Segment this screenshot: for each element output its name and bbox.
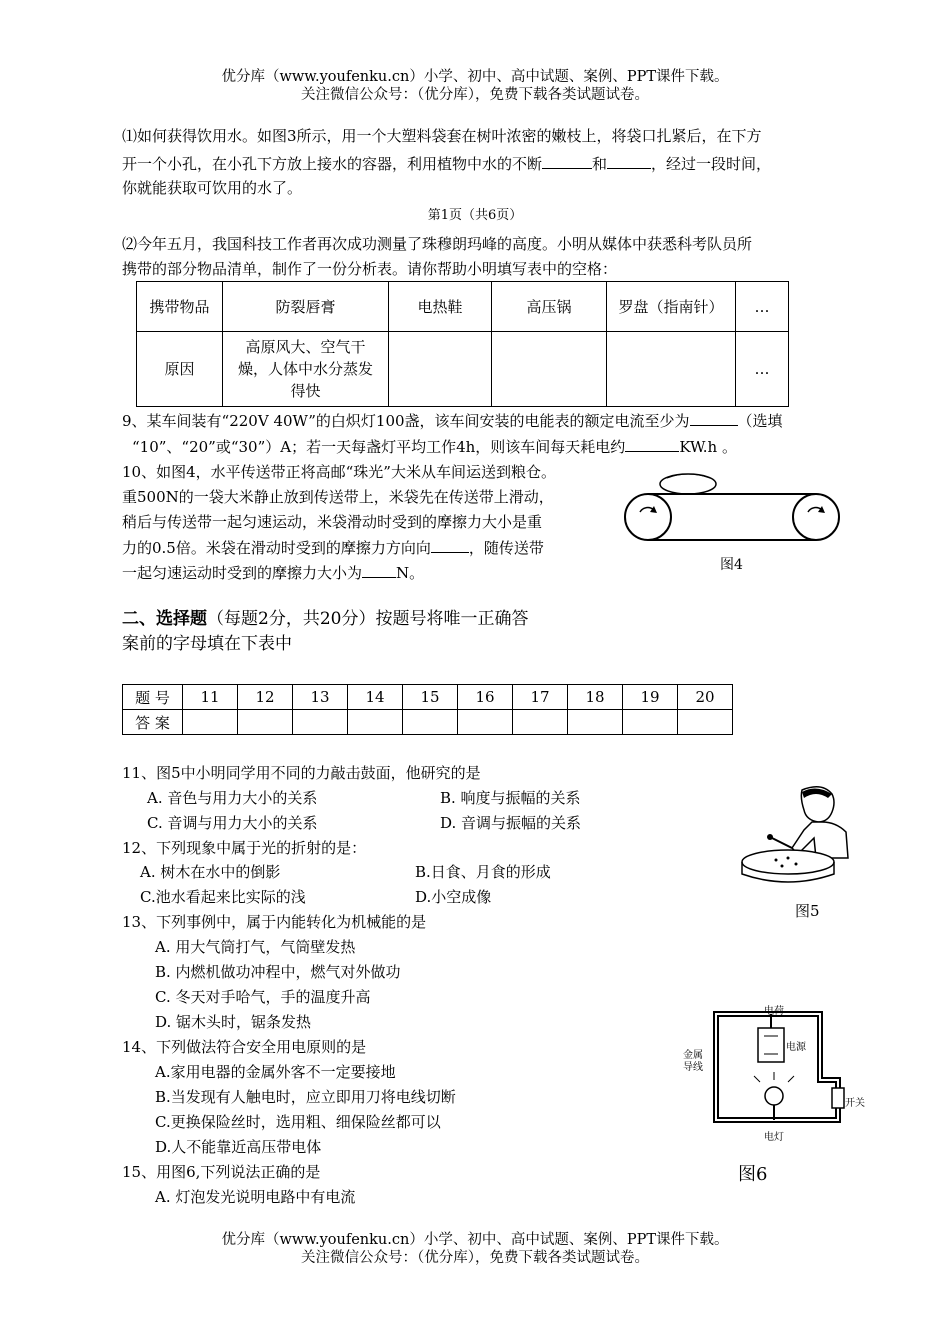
- q10-text-b: ，随传送带: [468, 539, 544, 557]
- analysis-table: [136, 281, 789, 407]
- switch-icon: [832, 1088, 844, 1108]
- drum-boy-figure: [732, 782, 857, 892]
- label-lamp: 电灯: [764, 1132, 784, 1143]
- footer-line-2: 关注微信公众号：（优分库），免费下载各类试题试卷。: [301, 1250, 649, 1266]
- answer-table-number: 17: [513, 685, 568, 710]
- answer-table-answer-label: 答 案: [123, 710, 183, 735]
- page-number: 第1页（共6页）: [427, 208, 523, 223]
- answer-table-number: 13: [293, 685, 348, 710]
- section-2-line-1: [122, 609, 528, 629]
- q13-stem: 13、下列事例中，属于内能转化为机械能的是: [122, 913, 427, 931]
- q13-option-c: C. 冬天对手哈气，手的温度升高: [155, 988, 371, 1006]
- q8-1-text-a: 开一个小孔，在小孔下方放上接水的容器，利用植物中水的不断: [122, 155, 543, 173]
- q8-2-line-1: ⑵今年五月，我国科技工作者再次成功测量了珠穆朗玛峰的高度。小明从媒体中获悉科考队员所: [122, 235, 753, 253]
- q10-line-5: [122, 562, 424, 583]
- answer-cell[interactable]: [513, 710, 568, 735]
- drumstick-left: [772, 838, 792, 848]
- q8-2-line-2: 携带的部分物品清单，制作了一份分析表。请你帮助小明填写表中的空格：: [122, 260, 618, 278]
- q11-option-d: D. 音调与振幅的关系: [440, 814, 582, 832]
- label-charge: 电荷: [764, 1006, 784, 1017]
- analysis-cell-lip-balm: 防裂唇膏: [223, 282, 389, 332]
- q13-option-a: A. 用大气筒打气，气筒壁发热: [155, 938, 356, 956]
- left-pulley: [625, 494, 671, 540]
- drum-dot: [787, 857, 790, 860]
- q13-option-b: B. 内燃机做功冲程中，燃气对外做功: [155, 963, 401, 981]
- label-metal: 金属: [683, 1050, 703, 1061]
- q9-line-2: [132, 436, 737, 457]
- q14-option-a: A.家用电器的金属外客不一定要接地: [155, 1063, 396, 1081]
- q8-1-blank-1[interactable]: [542, 153, 592, 169]
- answer-cell[interactable]: [458, 710, 513, 735]
- answer-cell[interactable]: [183, 710, 238, 735]
- q10-blank-2[interactable]: [362, 562, 396, 578]
- q11-option-c: C. 音调与用力大小的关系: [147, 814, 318, 832]
- q8-1-line-2: [122, 153, 771, 174]
- footer-line-1: 优分库（www.youfenku.cn）小学、初中、高中试题、案例、PPT课件下载。: [221, 1232, 729, 1248]
- drum-top: [742, 850, 834, 874]
- answer-cell[interactable]: [623, 710, 678, 735]
- q10-text-d: N。: [396, 564, 425, 582]
- q14-stem: 14、下列做法符合安全用电原则的是: [122, 1038, 367, 1056]
- drum-dot: [781, 865, 784, 868]
- answer-table-number: 11: [183, 685, 238, 710]
- drum-dot: [795, 863, 798, 866]
- header-line-2: 关注微信公众号：（优分库），免费下载各类试题试卷。: [301, 87, 649, 103]
- analysis-cell-item-label: 携带物品: [137, 282, 223, 332]
- answer-cell[interactable]: [568, 710, 623, 735]
- section-2-line-2: 案前的字母填在下表中: [122, 634, 292, 654]
- label-wire: 导线: [683, 1062, 703, 1073]
- header-line-1: 优分库（www.youfenku.cn）小学、初中、高中试题、案例、PPT课件下载。: [221, 69, 729, 85]
- q8-1-text-b: 和: [592, 155, 608, 173]
- q12-option-a: A. 树木在水中的倒影: [140, 863, 281, 881]
- q12-option-d: D.小空成像: [415, 888, 492, 906]
- right-pulley: [793, 494, 839, 540]
- figure-4-caption: 图4: [720, 557, 743, 573]
- answer-cell[interactable]: [238, 710, 293, 735]
- section-2-title: 二、选择题: [122, 609, 207, 629]
- q10-line-2: 重500N的一袋大米静止放到传送带上，米袋先在传送带上滑动，: [122, 488, 554, 506]
- answer-table: [122, 684, 733, 735]
- q15-option-a: A. 灯泡发光说明电路中有电流: [155, 1188, 356, 1206]
- conveyor-belt-figure: [622, 468, 842, 548]
- figure-5-caption: 图5: [795, 902, 820, 920]
- lamp-bulb-icon: [765, 1087, 783, 1105]
- section-2-instructions: （每题2分，共20分）按题号将唯一正确答: [207, 609, 529, 629]
- analysis-cell-reason-lip-balm: 高原风大、空气干燥，人体中水分蒸发得快: [223, 332, 389, 407]
- q8-1-line-3: 你就能获取可饮用的水了。: [122, 179, 303, 197]
- lamp-ray: [754, 1076, 760, 1082]
- label-power-source: 电源: [786, 1042, 806, 1053]
- q9-text-a: 9、某车间装有“220V 40W”的白炽灯100盏，该车间安装的电能表的额定电流至少为: [122, 412, 690, 430]
- q8-1-text-c: ，经过一段时间，: [651, 155, 772, 173]
- q14-option-d: D.人不能靠近高压带电体: [155, 1138, 322, 1156]
- battery-icon: [758, 1028, 784, 1062]
- q10-line-1: 10、如图4，水平传送带正将高邮“珠光”大米从车间运送到粮仓。: [122, 463, 556, 481]
- analysis-cell-reason-label: 原因: [137, 332, 223, 407]
- lamp-ray: [788, 1076, 794, 1082]
- analysis-cell-reason-compass[interactable]: [607, 332, 736, 407]
- q10-text-c: 一起匀速运动时受到的摩擦力大小为: [122, 564, 363, 582]
- answer-cell[interactable]: [348, 710, 403, 735]
- drumstick-tip: [767, 834, 773, 840]
- figure-6-caption: 图6: [738, 1164, 768, 1185]
- label-switch: 开关: [845, 1098, 865, 1109]
- analysis-cell-ellipsis-2: …: [736, 332, 789, 407]
- analysis-cell-heated-shoes: 电热鞋: [389, 282, 492, 332]
- drum-dot: [775, 859, 778, 862]
- answer-cell[interactable]: [678, 710, 733, 735]
- q10-line-3: 稍后与传送带一起匀速运动，米袋滑动时受到的摩擦力大小是重: [122, 513, 543, 531]
- analysis-cell-reason-cooker[interactable]: [492, 332, 607, 407]
- analysis-cell-reason-shoes[interactable]: [389, 332, 492, 407]
- q12-option-c: C.池水看起来比实际的浅: [140, 888, 306, 906]
- q11-option-b: B. 响度与振幅的关系: [440, 789, 581, 807]
- q10-blank-1[interactable]: [431, 537, 469, 553]
- answer-cell[interactable]: [293, 710, 348, 735]
- analysis-cell-ellipsis-1: …: [736, 282, 789, 332]
- answer-table-number: 18: [568, 685, 623, 710]
- answer-table-number: 19: [623, 685, 678, 710]
- q11-stem: 11、图5中小明同学用不同的力敲击鼓面，他研究的是: [122, 764, 481, 782]
- q14-option-c: C.更换保险丝时，选用粗、细保险丝都可以: [155, 1113, 441, 1131]
- q9-text-c: “10”、“20”或“30”）A；若一天每盏灯平均工作4h，则该车间每天耗电约: [132, 438, 626, 456]
- answer-table-number: 16: [458, 685, 513, 710]
- circuit-figure: [680, 1000, 870, 1140]
- answer-table-number: 12: [238, 685, 293, 710]
- q10-text-a: 力的0.5倍。米袋在滑动时受到的摩擦力方向向: [122, 539, 431, 557]
- q15-stem: 15、用图6,下列说法正确的是: [122, 1163, 321, 1181]
- q10-line-4: [122, 537, 544, 558]
- q9-text-d: KW.h 。: [679, 438, 737, 456]
- analysis-cell-pressure-cooker: 高压锅: [492, 282, 607, 332]
- answer-table-number: 20: [678, 685, 733, 710]
- q12-option-b: B.日食、月食的形成: [415, 863, 551, 881]
- analysis-cell-compass: 罗盘（指南针）: [607, 282, 736, 332]
- q9-blank-1[interactable]: [690, 410, 738, 426]
- q8-1-line-1: ⑴如何获得饮用水。如图3所示，用一个大塑料袋套在树叶浓密的嫩枝上，将袋口扎紧后，在下方: [122, 127, 762, 145]
- q12-stem: 12、下列现象中属于光的折射的是：: [122, 839, 367, 857]
- answer-table-header-label: 题 号: [123, 685, 183, 710]
- answer-cell[interactable]: [403, 710, 458, 735]
- q11-option-a: A. 音色与用力大小的关系: [147, 789, 318, 807]
- q9-text-b: （选填: [737, 412, 783, 430]
- answer-table-number: 14: [348, 685, 403, 710]
- q8-1-blank-2[interactable]: [607, 153, 651, 169]
- q13-option-d: D. 锯木头时，锯条发热: [155, 1013, 312, 1031]
- answer-table-number: 15: [403, 685, 458, 710]
- q14-option-b: B.当发现有人触电时，应立即用刀将电线切断: [155, 1088, 456, 1106]
- q9-blank-2[interactable]: [625, 436, 679, 452]
- q9-line-1: [122, 410, 783, 431]
